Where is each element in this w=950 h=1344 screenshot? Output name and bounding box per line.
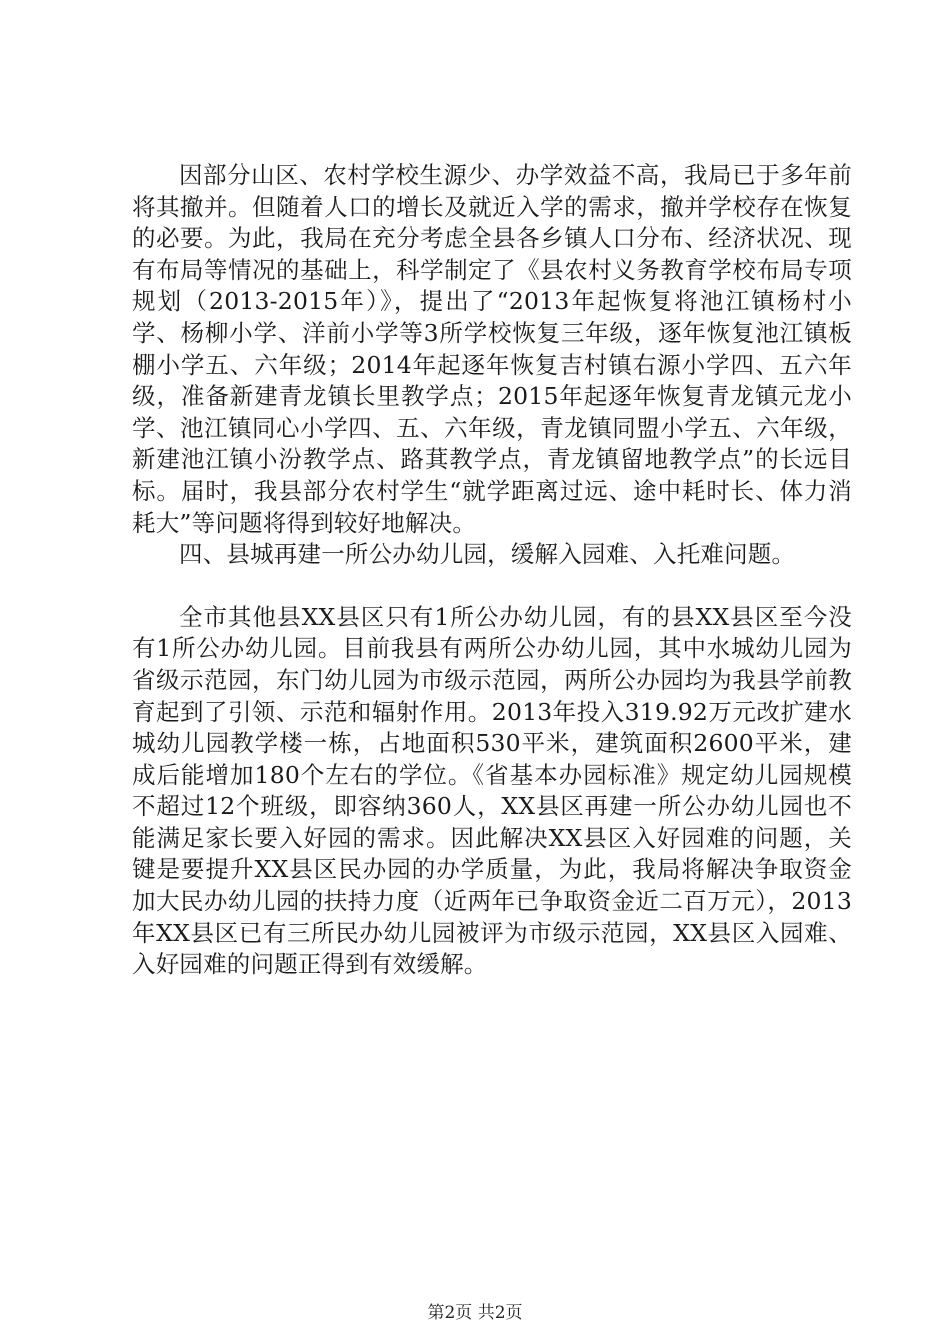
section-heading-kindergarten: 四、县城再建一所公办幼儿园，缓解入园难、入托难问题。 — [179, 540, 796, 569]
paragraph-kindergarten: 全市其他县XX县区只有1所公办幼儿园，有的县XX县区至今没有1所公办幼儿园。目前我县有两所公办幼儿园，其中水城幼儿园为省级示范园，东门幼儿园为市级示范园，两所公办园均为我县学前教育起到了引领、示范和辐射作用。2013年投入319.92万元改扩建水城幼儿园教学楼一栋，占地面积530平米，建筑面积2600平米，建成后能增加180个左右的学位。《省基本办园标准》规定幼儿园规模不超过12个班级，即容纳360人，XX县区再建一所公办幼儿园也不能满足家长要入好园的需求。因此解决XX县区入好园难的问题，关键是要提升XX县区民办园的办学质量，为此，我局将解决争取资金加大民办幼儿园的扶持力度（近两年已争取资金近二百万元），2013年XX县区已有三所民办幼儿园被评为市级示范园，XX县区入园难、入好园难的问题正得到有效缓解。 — [132, 602, 852, 979]
document-body — [132, 160, 852, 981]
paragraph-school-restoration: 因部分山区、农村学校生源少、办学效益不高，我局已于多年前将其撤并。但随着人口的增长及就近入学的需求，撤并学校存在恢复的必要。为此，我局在充分考虑全县各乡镇人口分布、经济状况、现有布局等情况的基础上，科学制定了《县农村义务教育学校布局专项规划（2013-2015年）》，提出了“2013年起恢复将池江镇杨村小学、杨柳小学、洋前小学等3所学校恢复三年级，逐年恢复池江镇板棚小学五、六年级；2014年起逐年恢复吉村镇右源小学四、五六年级，准备新建青龙镇长里教学点；2015年起逐年恢复青龙镇元龙小学、池江镇同心小学四、五、六年级，青龙镇同盟小学五、六年级，新建池江镇小汾教学点、路萁教学点，青龙镇留地教学点”的长远目标。届时，我县部分农村学生“就学距离过远、途中耗时长、体力消耗大”等问题将得到较好地解决。 — [132, 161, 852, 537]
page-number-footer: 第2页 共2页 — [427, 1303, 523, 1323]
